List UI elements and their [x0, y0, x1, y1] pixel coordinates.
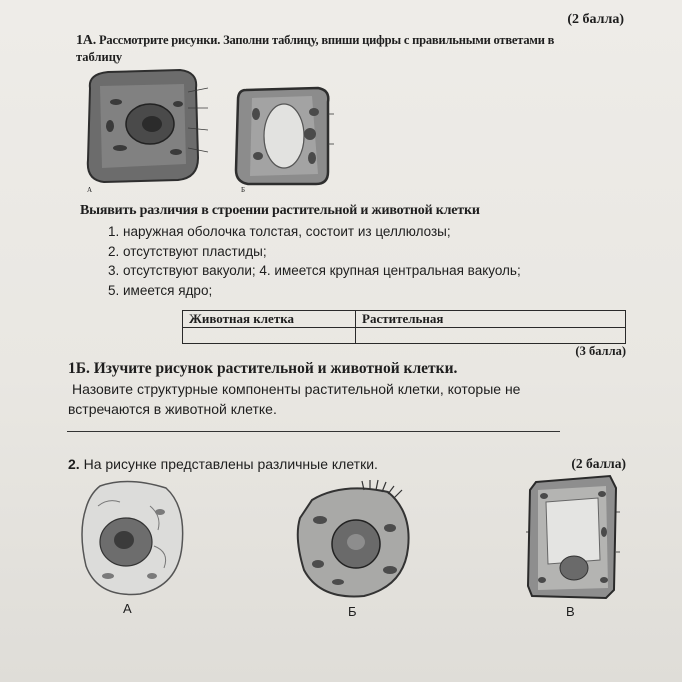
table-header-row: [183, 311, 626, 328]
answer-cell-plant[interactable]: [356, 328, 626, 344]
option-2: 2. отсутствуют пластиды;: [108, 243, 267, 259]
task-1b-text-line1: Назовите структурные компоненты растительной клетки, которые не: [72, 381, 521, 397]
task-2-description: На рисунке представлены различные клетки.: [83, 456, 378, 472]
option-5: 5. имеется ядро;: [108, 282, 213, 298]
task-1a-instruction-line2: таблицу: [76, 50, 123, 64]
task-1a-number: 1А.: [76, 33, 97, 48]
figure-1a-label-b: Б: [241, 186, 246, 194]
answer-cell-animal[interactable]: [183, 328, 356, 344]
task-1a-subheading: Выявить различия в строении растительной и животной клетки: [80, 203, 480, 218]
option-3-4: 3. отсутствуют вакуоли; 4. имеется крупная центральная вакуоль;: [108, 263, 521, 278]
figure-1a-animal-cell: [80, 68, 210, 186]
answer-table: [182, 310, 626, 344]
points-1b: (3 балла): [575, 344, 626, 358]
figure-1a-label-a: А: [87, 186, 93, 194]
figure-2a-label: А: [123, 601, 132, 616]
task-1b-text-line2: встречаются в животной клетке.: [68, 401, 277, 417]
option-1: 1. наружная оболочка толстая, состоит из целлюлозы;: [108, 224, 451, 239]
header-plant-cell: Растительная: [356, 311, 626, 328]
figure-2v-label: В: [566, 604, 575, 619]
task-2-number: 2.: [68, 456, 80, 472]
points-2: (2 балла): [571, 456, 626, 471]
task-1a-instruction: [76, 33, 554, 49]
figure-2v-plant-cell: [526, 472, 620, 602]
header-animal-cell: Животная клетка: [183, 311, 356, 328]
figure-2b-label: Б: [348, 604, 357, 619]
figure-2b-cell: [292, 478, 416, 602]
task-2-text: [68, 456, 378, 472]
task-1a-instruction-line1: Рассмотрите рисунки. Заполни таблицу, впиши цифры с правильными ответами в: [98, 33, 555, 47]
points-1a: (2 балла): [567, 12, 624, 27]
task-1b-number: 1Б.: [68, 360, 90, 377]
task-1b-title: Изучите рисунок растительной и животной клетки.: [93, 360, 458, 377]
task-1b-heading: [68, 360, 457, 378]
task-1a-options: [108, 222, 521, 300]
answer-line-1b[interactable]: [67, 431, 560, 432]
table-answer-row: [183, 328, 626, 344]
figure-1a-plant-cell: [232, 84, 334, 188]
figure-2a-cell: [78, 476, 188, 600]
